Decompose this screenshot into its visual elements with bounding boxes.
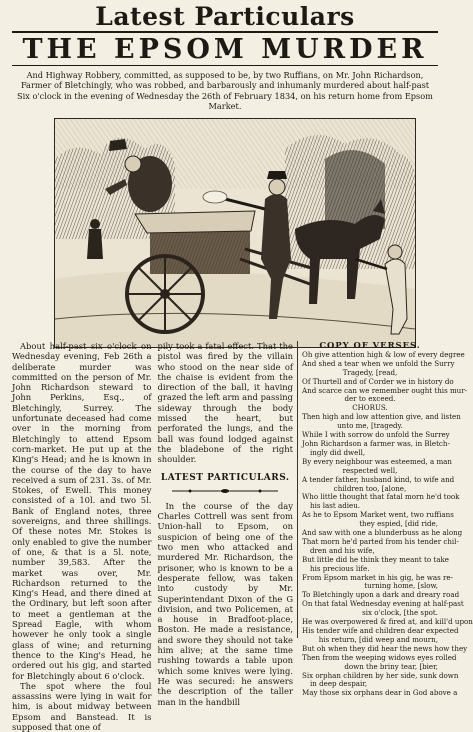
verse-line: John Richardson a farmer was, in Bletch- bbox=[302, 438, 450, 448]
column-1 bbox=[12, 341, 152, 732]
verse-line: in deep despair, bbox=[310, 679, 368, 689]
verse-line: From Epsom market in his gig, he was re- bbox=[302, 572, 454, 582]
verse-lines bbox=[302, 349, 473, 698]
verse-line: But little did he think they meant to take bbox=[302, 554, 449, 564]
verse-line: his last adieu. bbox=[310, 501, 361, 511]
verse-line: While I with sorrow do unfold the Surrey bbox=[302, 430, 450, 440]
column2-paragraph-bottom: In the course of the day Charles Cottrell was sent from Union-hall to Epsom, on suspicion of being one of the two men who attacked and murdered Mr. Richardson, the prisoner, who is known to be a desperate fellow, was taken into custody by Mr. Superintendant Dixon of the G division, and two Policemen, at a house in Bradfoot-place, Boston. He made a resistance, and swore they should not take him alive; at the same time rushing towards a table upon which some knives were lying. He was secured: he answers the description of the taller man in the handbill bbox=[157, 500, 294, 707]
text-columns bbox=[12, 340, 473, 732]
verse-line: Of Thurtell and of Corder we in history do bbox=[302, 376, 454, 386]
verse-line: ingly did dwell, bbox=[310, 447, 366, 457]
verse-line: der to exceed. bbox=[344, 394, 396, 404]
verse-line: Six orphan children by her side, sunk down bbox=[302, 670, 459, 680]
verse-line: Then high and low attention give, and listen bbox=[302, 412, 461, 422]
column1-paragraph-2: The spot where the foul assassins were lying in wait for him, is about midway between Epsom and Banstead. It is supposed that one of bbox=[12, 680, 152, 732]
verses-heading: COPY OF VERSES. bbox=[319, 340, 421, 350]
verse-line: unto me, [tragedy. bbox=[337, 421, 403, 431]
header-rule bbox=[12, 31, 438, 33]
ornament-divider bbox=[170, 487, 280, 495]
verses-column bbox=[302, 340, 473, 698]
column-2 bbox=[157, 341, 294, 707]
latest-particulars-heading: LATEST PARTICULARS. bbox=[160, 472, 290, 483]
lede-paragraph: And Highway Robbery, committed, as supposed to be, by two Ruffians, on Mr. John Richardson, Farmer of Bletchingly, who was robbed, and barbarously and inhumanly murdered about half-past Six o'clock in the evening of Wednesday the 26th of February 1834, on his return home from Epsom Market. bbox=[17, 70, 433, 112]
verse-line: respected well, bbox=[342, 465, 398, 475]
verse-line: As he to Epsom Market went, two ruffians bbox=[302, 510, 454, 520]
verse-line: six o'clock, [the spot. bbox=[362, 608, 438, 618]
column1-paragraph-1: About half-past six o'clock on Wednesday evening, Feb 26th a deliberate murder was committed on the person of Mr. John Richardson steward to John Perkins, Esq., of Bletchingly, Surrey. The unfortunate deceased had come over in the morning from Bletchingly to attend Epsom corn-market. He put up at the King's Head; and he is known in the course of the day to have received a sum of 231. 3s. of Mr. Stokes, of Ewell. This money consisted of a 10l. and two 5l. Bank of England notes, three sovereigns, and three shillings. Of these notes Mr. Stokes is only enabled to give the number of one, & that is a 5l. note, number 39,583. After the market was over, Mr. Richardson returned to the King's Head, and there dined at the Ordinary, but left soon after to meet a gentleman at the Spread Eagle, with whom however he only took a single glass of wine; and returning thence to the King's Head, he ordered out his gig, and started for Bletchingly about 6 o'clock. bbox=[12, 341, 152, 681]
column2-paragraph-top: pily took a fatal effect. That the pistol was fired by the villain who stood on the near side of the chaise is evident from the direction of the ball, it having grazed the left arm and passing sideway through the body missed the heart, but perforated the lungs, and the ball was found lodged against the bladebone of the right shoulder. bbox=[157, 341, 294, 465]
verse-line: That morn he'd parted from his tender chil- bbox=[302, 536, 459, 546]
verse-line: dren and his wife, bbox=[310, 545, 375, 555]
verse-line: A tender father, husband kind, to wife and bbox=[302, 474, 455, 484]
verse-line: children too, [alone, bbox=[333, 483, 407, 493]
verse-line: And scarce can we remember ought this mur- bbox=[302, 385, 468, 395]
headline-epsom-murder: THE EPSOM MURDER bbox=[22, 34, 428, 65]
column-divider bbox=[297, 341, 298, 638]
verse-line: they espied, [did ride, bbox=[359, 519, 438, 529]
verse-line: his precious life. bbox=[310, 563, 370, 573]
verse-line: Who little thought that fatal morn he'd took bbox=[302, 492, 460, 502]
verse-line: On that fatal Wednesday evening at half-past bbox=[302, 599, 464, 609]
verse-line: CHORUS. bbox=[352, 403, 388, 413]
verse-line: And saw with one a blunderbuss as he along bbox=[302, 528, 463, 538]
verse-line: By every neighbour was esteemed, a man bbox=[302, 456, 452, 466]
verse-line: To Bletchingly upon a dark and dreary road bbox=[302, 590, 460, 600]
verse-line: He was overpowered & fired at, and kill'd upon bbox=[302, 617, 473, 627]
broadside-sheet bbox=[0, 2, 473, 732]
verse-line: But oh when they did hear the news how they bbox=[302, 643, 468, 653]
verse-line: Tragedy, [read, bbox=[342, 367, 398, 377]
verse-line: And shed a tear when we unfold the Surry bbox=[302, 358, 455, 368]
verse-line: May those six orphans dear in God above a bbox=[302, 688, 458, 698]
verse-line: His tender wife and children dear expected bbox=[302, 626, 459, 635]
verse-line: Oh give attention high & low of every degree bbox=[302, 349, 465, 359]
verse-line: turning home, [slow, bbox=[364, 581, 438, 591]
woodcut-illustration bbox=[54, 118, 416, 348]
header-rule-lower bbox=[12, 65, 438, 66]
verse-line: down the briny tear, [bier, bbox=[344, 661, 438, 671]
verse-line: his return, [did weep and mourn, bbox=[318, 634, 438, 644]
headline-latest-particulars: Latest Particulars bbox=[95, 2, 355, 31]
verse-line: Then from the weeping widows eyes rolled bbox=[302, 652, 457, 662]
